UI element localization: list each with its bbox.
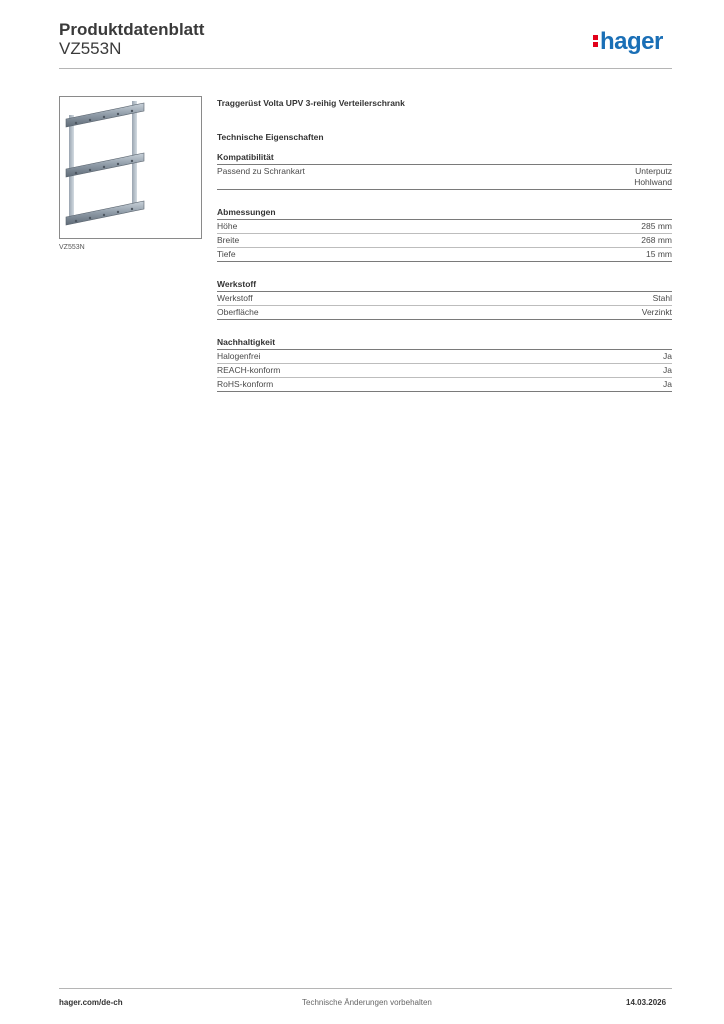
table-row (217, 220, 672, 234)
row-value: 15 mm (646, 249, 672, 259)
row-value: 285 mm (641, 221, 672, 231)
section-title: Abmessungen (217, 206, 672, 220)
table-row (217, 364, 672, 378)
table-row (217, 378, 672, 392)
section-nachhaltigkeit (217, 336, 672, 392)
product-image (59, 96, 202, 239)
row-label: Werkstoff (217, 293, 253, 303)
section-kompatibilitaet (217, 151, 672, 190)
logo-text: hager (600, 28, 663, 55)
mounting-frame-icon (60, 97, 201, 238)
row-label: Tiefe (217, 249, 236, 259)
header-divider (59, 68, 672, 69)
row-label: Halogenfrei (217, 351, 261, 361)
page-title: Produktdatenblatt (59, 20, 205, 39)
table-row (217, 292, 672, 306)
section-title: Kompatibilität (217, 151, 672, 165)
product-content (217, 96, 672, 392)
row-label: REACH-konform (217, 365, 281, 375)
image-caption: VZ553N (59, 244, 85, 251)
row-value: Ja (663, 379, 672, 389)
footer-date: 14.03.2026 (626, 998, 667, 1007)
footer-website-link[interactable]: hager.com/de-ch (59, 998, 123, 1007)
row-value: Verzinkt (641, 307, 672, 317)
tech-properties-title: Technische Eigenschaften (217, 132, 324, 142)
footer-notice: Technische Änderungen vorbehalten (302, 998, 432, 1007)
row-label: Oberfläche (217, 307, 259, 317)
section-title: Werkstoff (217, 278, 672, 292)
row-value: 268 mm (641, 235, 672, 245)
hager-logo (593, 28, 663, 56)
table-row (217, 306, 672, 320)
product-name: Traggerüst Volta UPV 3-reihig Verteilerschrank (217, 98, 405, 108)
row-label: RoHS-konform (217, 379, 274, 389)
article-number: VZ553N (59, 39, 122, 58)
row-label: Breite (217, 235, 240, 245)
table-row (217, 350, 672, 364)
row-value: Ja (663, 351, 672, 361)
section-abmessungen (217, 206, 672, 262)
section-title: Nachhaltigkeit (217, 336, 672, 350)
footer-divider (59, 988, 672, 989)
row-label: Höhe (217, 221, 238, 231)
section-werkstoff (217, 278, 672, 320)
table-row (217, 165, 672, 190)
row-value: Ja (663, 365, 672, 375)
row-value: Stahl (652, 293, 672, 303)
table-row (217, 248, 672, 262)
row-label: Passend zu Schrankart (217, 166, 305, 176)
logo-dots-icon (593, 33, 598, 49)
row-value: Unterputz Hohlwand (634, 166, 672, 187)
table-row (217, 234, 672, 248)
